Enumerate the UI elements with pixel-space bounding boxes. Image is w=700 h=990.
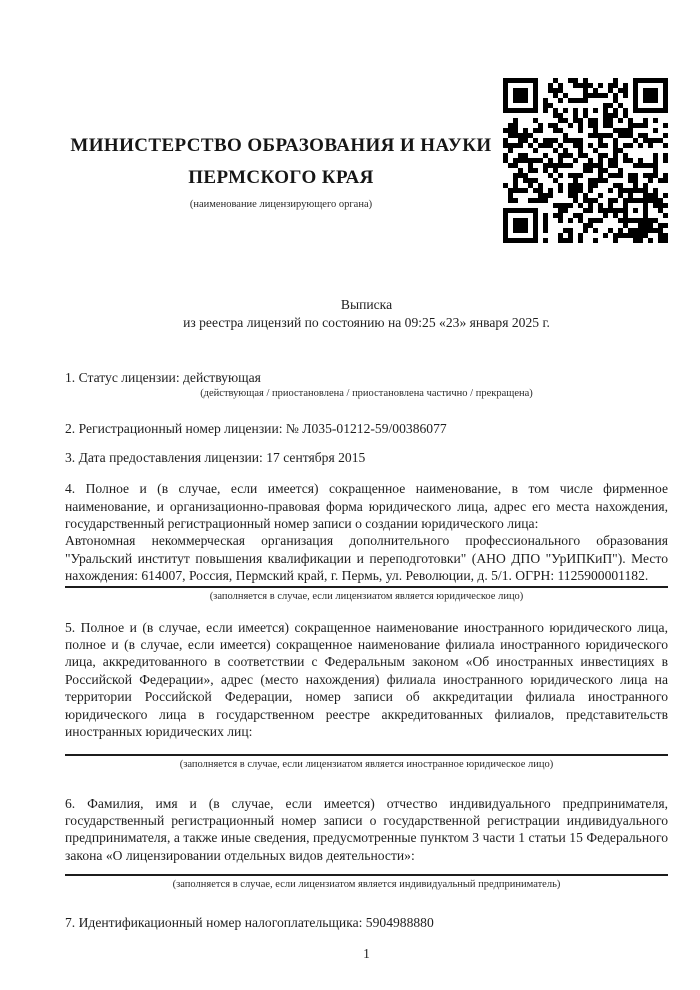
field-entrepreneur-label: 6. Фамилия, имя и (в случае, если имеется) отчество индивидуального предпринимателя, государственный регистрационный номер записи о государственной регистрации индивидуального предпринимателя, а также иные сведения, предусмотренные пунктом 3 части 1 статьи 15 Федерального закона «О лицензировании отдельных видов деятельности»:	[65, 795, 668, 863]
field-license-status-caption: (действующая / приостановлена / приостановлена частично / прекращена)	[200, 388, 533, 400]
field-entrepreneur-caption: (заполняется в случае, если лицензиатом является индивидуальный предприниматель)	[172, 879, 561, 891]
field-foreign-entity-label: 5. Полное и (в случае, если имеется) сокращенное наименование иностранного юридического лица, полное и (в случае, если имеется) сокращенное наименование филиала иностранного юридического лица, аккредитованного в соответствии с Федеральным законом «Об иностранных инвестициях в Российской Федерации», адрес (место нахождения) филиала иностранного юридического лица на территории Российской Федерации, номер записи об аккредитации филиала иностранного юридического лица в государственном реестре аккредитованных филиалов, представительств иностранных юридических лиц:	[65, 619, 668, 740]
ministry-caption: (наименование лицензирующего органа)	[189, 199, 373, 210]
qr-code-icon	[503, 78, 668, 243]
title-line2: из реестра лицензий по состоянию на 09:25 «23» января 2025 г.	[183, 315, 550, 330]
ministry-name-line1: МИНИСТЕРСТВО ОБРАЗОВАНИЯ И НАУКИ	[70, 135, 492, 156]
field-legal-entity-caption: (заполняется в случае, если лицензиатом является юридическое лицо)	[209, 590, 524, 602]
page-number: 1	[363, 945, 370, 961]
field-legal-entity-label: 4. Полное и (в случае, если имеется) сокращенное наименование, в том числе фирменное наименование, и организационно-правовая форма юридического лица, адрес его места нахождения, государственный регистрационный номер записи о создании юридического лица:	[65, 481, 668, 532]
field-foreign-entity-caption: (заполняется в случае, если лицензиатом является иностранное юридическое лицо)	[179, 758, 554, 770]
document-body	[65, 296, 668, 962]
document-title	[65, 296, 668, 332]
legal-entity-signature-line	[65, 586, 668, 588]
field-grant-date: 3. Дата предоставления лицензии: 17 сентября 2015	[65, 449, 366, 465]
field-registration-number: 2. Регистрационный номер лицензии: № Л035-01212-59/00386077	[65, 421, 447, 437]
entrepreneur-signature-line	[65, 874, 668, 876]
field-entrepreneur	[65, 795, 668, 892]
field-license-status: 1. Статус лицензии: действующая	[65, 370, 261, 385]
field-legal-entity-value: Автономная некоммерческая организация дополнительного профессионального образования "Уральский институт повышения квалификации и переподготовки" (АНО ДПО "УрИПКиП"). Место нахождения: 614007, Россия, Пермский край, г. Пермь, ул. Революции, д. 5/1. ОГРН: 1125900001182.	[65, 533, 668, 584]
foreign-entity-signature-line	[65, 754, 668, 756]
ministry-name-line2: ПЕРМСКОГО КРАЯ	[188, 167, 374, 188]
title-line1: Выписка	[340, 297, 393, 312]
licensing-authority-header	[65, 130, 497, 210]
field-foreign-entity	[65, 619, 668, 771]
field-legal-entity	[65, 480, 668, 602]
field-taxpayer-number: 7. Идентификационный номер налогоплательщика: 5904988880	[65, 915, 434, 931]
